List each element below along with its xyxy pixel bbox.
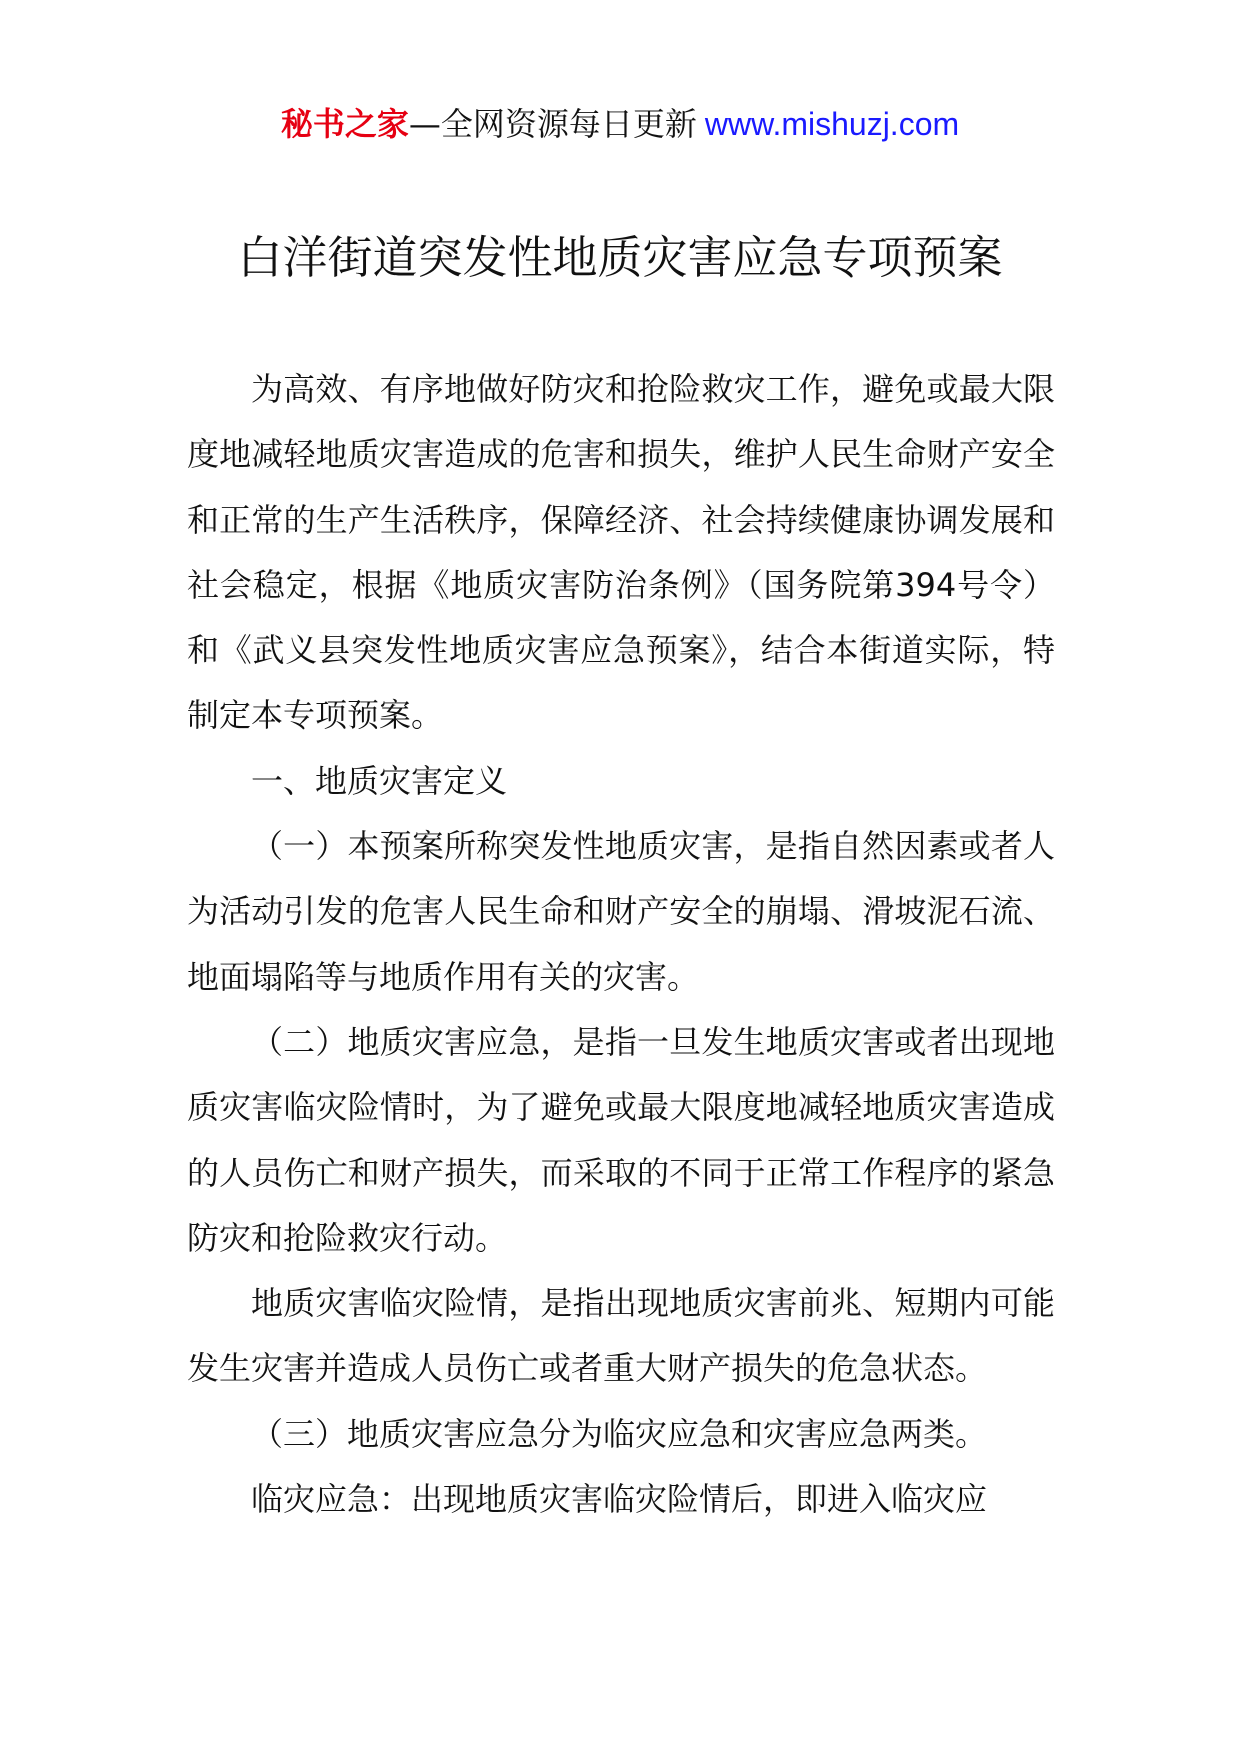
site-url: www.mishuzj.com bbox=[704, 106, 960, 142]
section-heading-definition: 一、地质灾害定义 bbox=[251, 761, 508, 800]
site-brand: 秘书之家 bbox=[280, 105, 409, 143]
paragraph-item-1: （一）本预案所称突发性地质灾害，是指自然因素或者人为活动引发的危害人民生命和财产安全的崩塌、滑坡泥石流、地面塌陷等与地质作用有关的灾害。 bbox=[187, 827, 1055, 996]
paragraph-item-3: （三）地质灾害应急分为临灾应急和灾害应急两类。 bbox=[251, 1414, 988, 1453]
site-tagline: —全网资源每日更新 bbox=[408, 105, 697, 143]
site-header bbox=[0, 100, 1240, 148]
paragraph-intro: 为高效、有序地做好防灾和抢险救灾工作，避免或最大限度地减轻地质灾害造成的危害和损失，维护人民生命财产安全和正常的生产生活秩序，保障经济、社会持续健康协调发展和社会稳定，根据《地质灾害防治条例》（国务院第394号令）和《武义县突发性地质灾害应急预案》，结合本街道实际，特制定本专项预案。 bbox=[187, 370, 1055, 735]
paragraph-imminent-response: 临灾应急：出现地质灾害临灾险情后，即进入临灾应 bbox=[251, 1480, 988, 1519]
document-body bbox=[187, 357, 1055, 1532]
document-title: 白洋街道突发性地质灾害应急专项预案 bbox=[237, 231, 1003, 284]
paragraph-item-2: （二）地质灾害应急，是指一旦发生地质灾害或者出现地质灾害临灾险情时，为了避免或最大限度地减轻地质灾害造成的人员伤亡和财产损失，而采取的不同于正常工作程序的紧急防灾和抢险救灾行动。 bbox=[187, 1022, 1055, 1257]
paragraph-imminent-danger: 地质灾害临灾险情，是指出现地质灾害前兆、短期内可能发生灾害并造成人员伤亡或者重大财产损失的危急状态。 bbox=[187, 1284, 1055, 1388]
